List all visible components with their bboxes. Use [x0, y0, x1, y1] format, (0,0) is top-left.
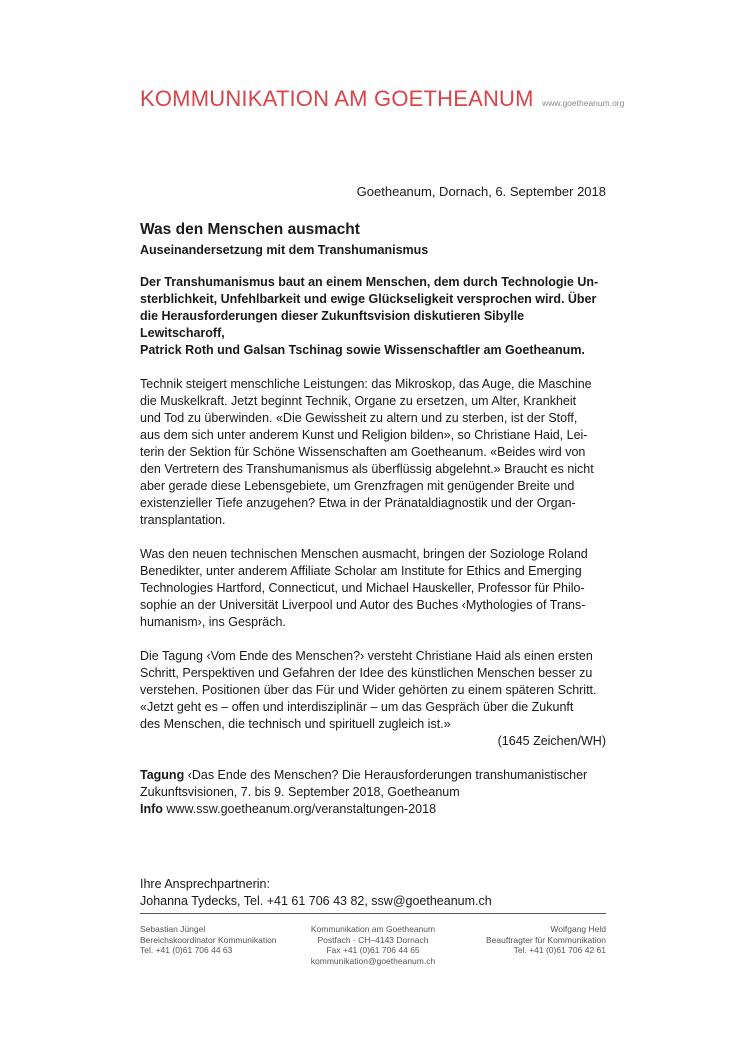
footer-text: Kommunikation am Goetheanum	[310, 924, 436, 934]
footer-text: Sebastian Jüngel	[140, 924, 206, 934]
brand-url[interactable]: www.goetheanum.org	[542, 98, 625, 108]
text-line: humanism›, ins Gespräch.	[140, 615, 286, 629]
event-label: Tagung	[140, 768, 185, 782]
info-label: Info	[140, 802, 163, 816]
footer-text: Tel. +41 (0)61 706 42 61	[513, 945, 606, 955]
text-line: Was den neuen technischen Menschen ausmacht, bringen der Soziologe Roland	[140, 547, 588, 561]
body-paragraph-3	[140, 648, 606, 733]
text-line: Patrick Roth und Galsan Tschinag sowie Wissenschaftler am Goetheanum.	[140, 343, 585, 357]
text-line: «Jetzt geht es – offen und interdisziplinär – um das Gespräch über die Zukunft	[140, 700, 574, 714]
article	[140, 220, 606, 818]
footer-divider	[140, 913, 606, 914]
text-line: des Menschen, die technisch und spirituell zugleich ist.»	[140, 717, 451, 731]
brand-name: KOMMUNIKATION AM GOETHEANUM	[140, 86, 534, 111]
footer-middle	[311, 924, 435, 966]
text-line: die Muskelkraft. Jetzt beginnt Technik, Organe zu ersetzen, um Alter, Krankheit	[140, 394, 577, 408]
text-line: den Vertretern des Transhumanismus als überflüssig abgelehnt.» Braucht es nicht	[140, 462, 594, 476]
text-line: Technik steigert menschliche Leistungen: das Mikroskop, das Auge, die Maschine	[140, 377, 592, 391]
footer-text: Tel. +41 (0)61 706 44 63	[140, 945, 233, 955]
text-line: terin der Sektion für Schöne Wissenschaften am Goetheanum. «Beides wird von	[140, 445, 586, 459]
text-line: sophie an der Universität Liverpool und Autor des Buches ‹Mythologies of Trans-	[140, 598, 586, 612]
letterhead	[140, 86, 624, 112]
footer-text: Beauftragter für Kommunikation	[485, 934, 606, 945]
contact-details: Johanna Tydecks, Tel. +41 61 706 43 82, ssw@goetheanum.ch	[140, 894, 492, 908]
text-line: sterblichkeit, Unfehlbarkeit und ewige Glückseligkeit versprochen wird. Über	[140, 292, 597, 306]
text-line: aus dem sich unter anderem Kunst und Religion bilden», so Christiane Haid, Lei-	[140, 428, 588, 442]
event-info	[140, 767, 606, 818]
lead-paragraph	[140, 274, 606, 359]
text-line: die Herausforderungen dieser Zukunftsvision diskutieren Sibylle Lewitscharoff,	[140, 309, 525, 340]
footer-text: Bereichskoordinator Kommunikation	[140, 934, 277, 945]
article-title: Was den Menschen ausmacht	[140, 221, 360, 238]
body-paragraph-1	[140, 376, 606, 529]
event-line-1	[140, 767, 606, 784]
footer-right	[486, 924, 606, 956]
contact-heading: Ihre Ansprechpartnerin:	[140, 877, 270, 891]
character-count-signature: (1645 Zeichen/WH)	[497, 734, 606, 748]
text-line: Der Transhumanismus baut an einem Menschen, dem durch Technologie Un-	[140, 275, 599, 289]
text-line: aber gerade diese Lebensgebiete, um Grenzfragen mit genügender Breite und	[140, 479, 575, 493]
text-line: Technologies Hartford, Connecticut, und Michael Hauskeller, Professor für Philo-	[140, 581, 585, 595]
event-description: ‹Das Ende des Menschen? Die Herausforderungen transhumanistischer	[187, 768, 588, 782]
info-url[interactable]: www.ssw.goetheanum.org/veranstaltungen-2018	[166, 802, 437, 816]
text-line: transplantation.	[140, 513, 226, 527]
footer-text: Fax +41 (0)61 706 44 65	[326, 945, 420, 955]
body-paragraph-2	[140, 546, 606, 631]
footer-left	[140, 924, 277, 956]
contact-block	[140, 876, 492, 910]
text-line: und Tod zu überwinden. «Die Gewissheit zu altern und zu sterben, ist der Stoff,	[140, 411, 578, 425]
dateline: Goetheanum, Dornach, 6. September 2018	[356, 184, 606, 199]
text-line: Schritt, Perspektiven und Gefahren der Idee des künstlichen Menschen besser zu	[140, 666, 593, 680]
text-line: Benedikter, unter anderem Affiliate Scholar am Institute for Ethics and Emerging	[140, 564, 582, 578]
article-subtitle: Auseinandersetzung mit dem Transhumanismus	[140, 243, 429, 257]
footer-text: Wolfgang Held	[550, 924, 606, 934]
text-line: existenzieller Tiefe anzugehen? Etwa in der Pränataldiagnostik und der Organ-	[140, 496, 576, 510]
footer-email[interactable]: kommunikation@goetheanum.ch	[310, 955, 436, 966]
text-line: Die Tagung ‹Vom Ende des Menschen?› versteht Christiane Haid als einen ersten	[140, 649, 593, 663]
footer-text: Postfach · CH–4143 Dornach	[317, 934, 429, 945]
text-line: verstehen. Positionen über das Für und Wider gehörten zu einem späteren Schritt.	[140, 683, 597, 697]
event-line-2: Zukunftsvisionen, 7. bis 9. September 2018, Goetheanum	[140, 785, 460, 799]
info-line	[140, 801, 606, 818]
